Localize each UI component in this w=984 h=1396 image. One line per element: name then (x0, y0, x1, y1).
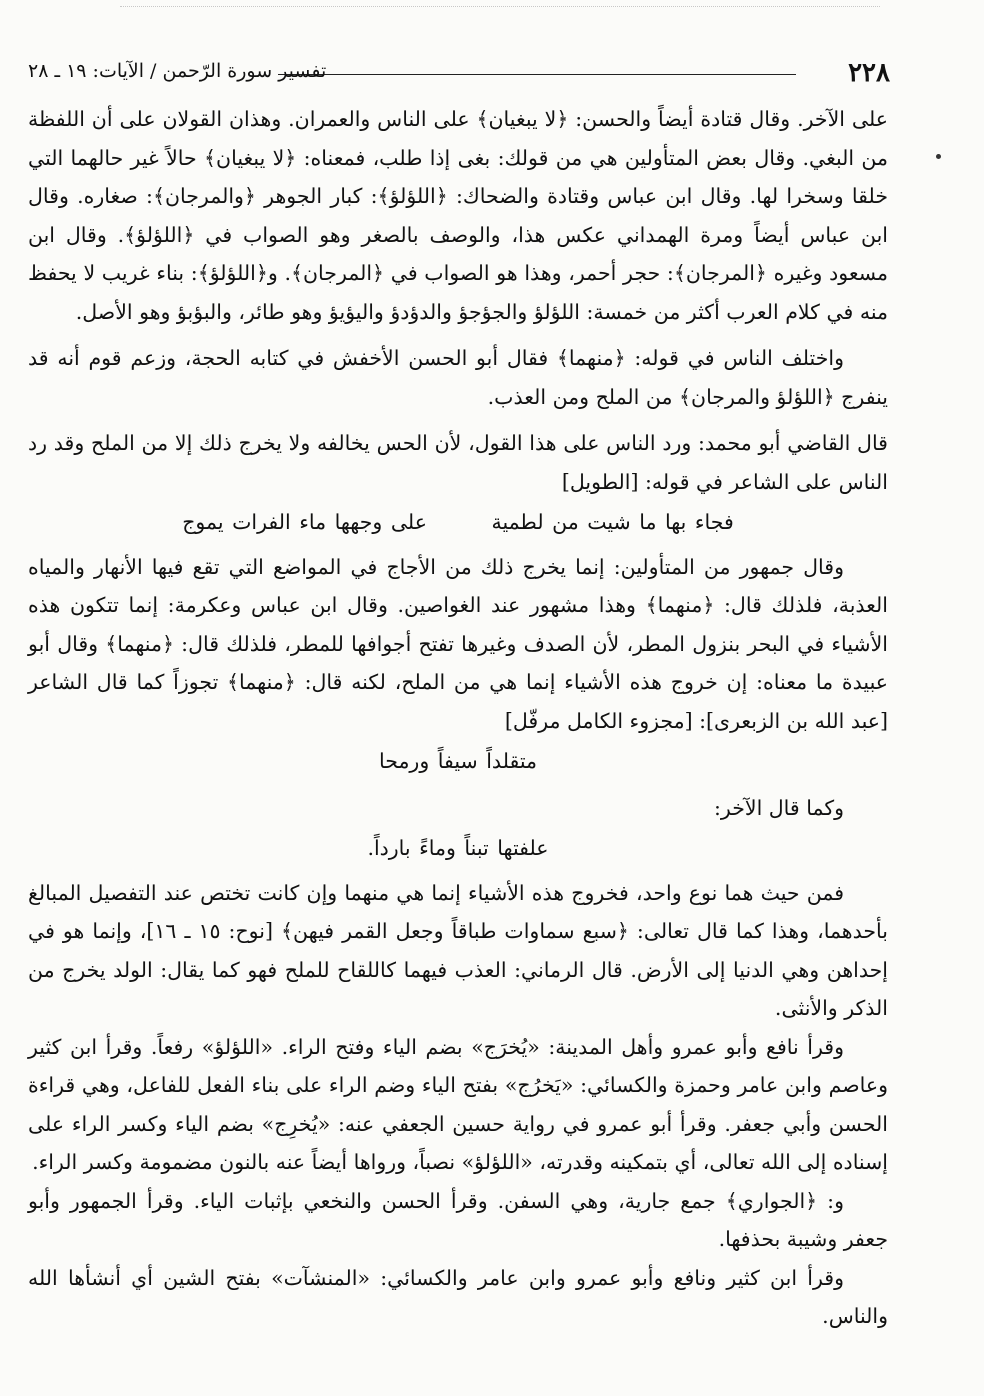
margin-dot (936, 154, 941, 159)
poetry-verse-3: علفتها تبناً وماءً بارداً. (367, 836, 549, 860)
paragraph-7: وقرأ نافع وأبو عمرو وأهل المدينة: «يُخرَج» بضم الياء وفتح الراء. «اللؤلؤ» رفعاً. وقرأ ابن كثير وعاصم وابن عامر وحمزة والكسائي: «يَخرُج» بفتح الياء وضم الراء على بناء الفعل للفاعل، وهي قراءة الحسن وأبي جعفر. وقرأ أبو عمرو في رواية حسين الجعفي عنه: «يُخرِج» بضم الياء وكسر الراء على إسناده إلى الله تعالى، أي بتمكينه وقدرته، «اللؤلؤ» نصباً، ورواها أيضاً عنه بالنون مضمومة وكسر الراء. (28, 1034, 888, 1174)
paragraph-3: قال القاضي أبو محمد: ورد الناس على هذا القول، لأن الحس يخالفه ولا يخرج ذلك إلا من الملح وقد رد الناس على الشاعر في قوله: [الطويل] (28, 431, 888, 494)
running-title: تفسير سورة الرّحمن / الآيات: ١٩ ـ ٢٨ (28, 60, 327, 82)
paragraph-6: فمن حيث هما نوع واحد، فخروج هذه الأشياء إنما هي منهما وإن كانت تختص عند التفصيل المبالغ بأحدهما، وهذا كما قال تعالى: ﴿سبع سماوات طباقاً وجعل القمر فيهن﴾ [نوح: ١٥ ـ ١٦]، وإنما هو في إحداهن وهي الدنيا إلى الأرض. قال الرماني: العذب فيهما كاللقاح للملح فهو كما يقال: الولد يخرج من الذكر والأنثى. (28, 880, 888, 1020)
scan-edge-line (120, 6, 880, 7)
verse-1-first-hemistich: فجاء بها ما شيت من لطمية (491, 510, 734, 534)
paragraph-2: واختلف الناس في قوله: ﴿منهما﴾ فقال أبو الحسن الأخفش في كتابه الحجة، وزعم قوم أنه قد ينفرج ﴿اللؤلؤ والمرجان﴾ من الملح ومن العذب. (28, 346, 888, 409)
paragraph-9: وقرأ ابن كثير ونافع وأبو عمرو وابن عامر والكسائي: «المنشآت» بفتح الشين أي أنشأها الله والناس. (28, 1265, 888, 1328)
header-rule (278, 74, 796, 75)
body-text (28, 100, 888, 1336)
poetry-verse-1 (28, 503, 888, 542)
paragraph-1: على الآخر. وقال قتادة أيضاً والحسن: ﴿لا يبغيان﴾ على الناس والعمران. وهذان القولان على أن اللفظة من البغي. وقال بعض المتأولين هي من قولك: بغى إذا طلب، فمعناه: ﴿لا يبغيان﴾ حالاً غير حالهما التي خلقا وسخرا لها. وقال ابن عباس وقتادة والضحاك: ﴿اللؤلؤ﴾: كبار الجوهر ﴿والمرجان﴾: صغاره. وقال ابن عباس أيضاً ومرة الهمداني عكس هذا، والوصف بالصغر وهو الصواب في ﴿اللؤلؤ﴾. وقال ابن مسعود وغيره ﴿المرجان﴾: حجر أحمر، وهذا هو الصواب في ﴿المرجان﴾. و﴿اللؤلؤ﴾: بناء غريب لا يحفظ منه في كلام العرب أكثر من خمسة: اللؤلؤ والجؤجؤ والدؤدؤ واليؤيؤ وهو طائر، والبؤبؤ وهو الأصل. (28, 107, 888, 324)
page-header (28, 58, 890, 92)
paragraph-4: وقال جمهور من المتأولين: إنما يخرج ذلك من الأجاج في المواضع التي تقع فيها الأنهار والمياه العذبة، فلذلك قال: ﴿منهما﴾ وهذا مشهور عند الغواصين. وقال ابن عباس وعكرمة: إنما تتكون هذه الأشياء في البحر بنزول المطر، لأن الصدف وغيرها تفتح أجوافها للمطر، فلذلك قال: ﴿منهما﴾ وقال أبو عبيدة ما معناه: إن خروج هذه الأشياء إنما هي من الملح، لكنه قال: ﴿منهما﴾ تجوزاً كما قال الشاعر [عبد الله بن الزبعرى]: [مجزوء الكامل مرفّل] (28, 554, 888, 733)
page-number: ٢٢٨ (848, 58, 890, 88)
poetry-verse-2: متقلداً سيفاً ورمحا (378, 749, 538, 773)
paragraph-5: وكما قال الآخر: (713, 795, 844, 820)
paragraph-8: و: ﴿الجواري﴾ جمع جارية، وهي السفن. وقرأ الحسن والنخعي بإثبات الياء. وقرأ الجمهور وأبو جعفر وشيبة بحذفها. (28, 1188, 888, 1251)
verse-1-second-hemistich: على وجهها ماء الفرات يموج (182, 510, 427, 534)
